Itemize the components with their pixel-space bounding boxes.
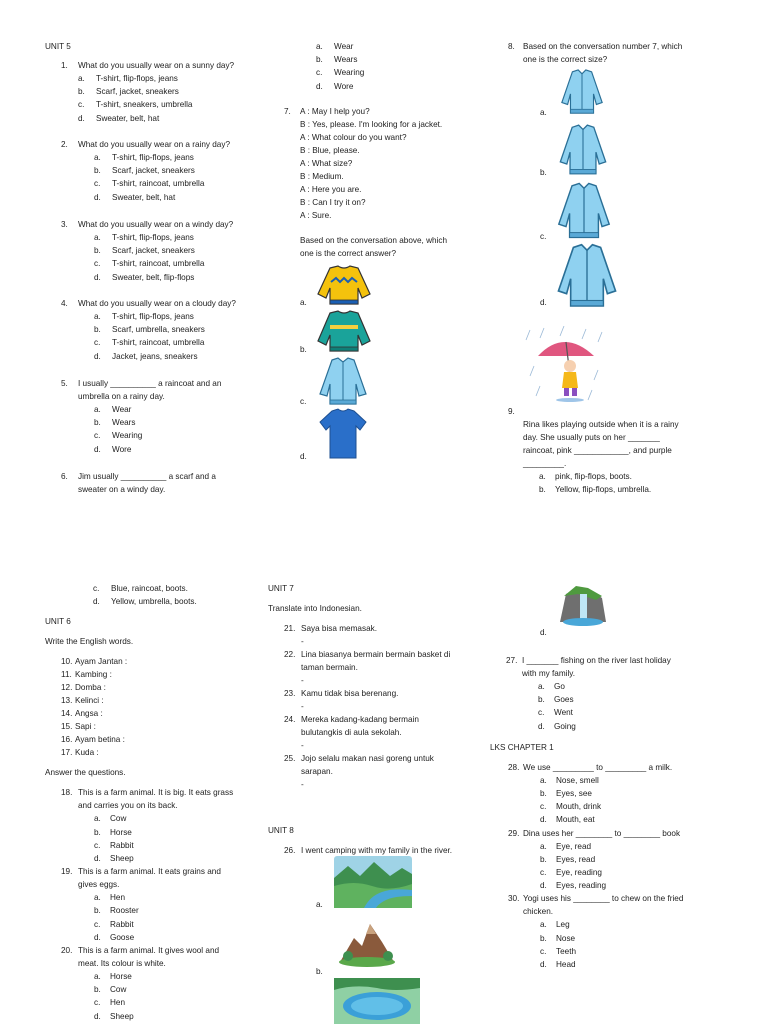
option[interactable]: d. Wore — [94, 444, 132, 454]
option[interactable]: a. Go — [538, 682, 565, 691]
option[interactable]: b. Rooster — [94, 906, 139, 916]
word-item[interactable]: 17. Kuda : — [61, 748, 99, 758]
unit-5-heading: UNIT 5 — [45, 42, 71, 51]
option[interactable]: a. Horse — [94, 972, 132, 982]
column-bottom-left — [45, 582, 270, 1023]
unit-7-heading: UNIT 7 — [268, 584, 294, 593]
question-text: Rina likes playing outside when it is a rainy — [523, 420, 679, 429]
question-26: 26. I went camping with my family in the river. — [284, 846, 453, 855]
question-4 — [61, 297, 271, 363]
word-item[interactable]: 12. Domba : — [61, 683, 106, 693]
dialog-line: A : Here you are. — [300, 185, 362, 194]
option-label: d. — [300, 452, 307, 461]
instruction: Translate into Indonesian. — [268, 604, 362, 613]
option-label: c. — [540, 232, 547, 241]
option-label: c. — [300, 397, 307, 406]
option[interactable]: a. Leg — [540, 920, 570, 930]
yellow-sweater-image[interactable] — [316, 264, 372, 306]
question-text: day. She usually puts on her _______ — [523, 433, 660, 442]
column-top-middle — [284, 40, 500, 258]
word-item[interactable]: 15. Sapi : — [61, 722, 96, 732]
option[interactable]: c. T-shirt, raincoat, umbrella — [94, 179, 205, 189]
option[interactable]: c. T-shirt, raincoat, umbrella — [94, 259, 205, 269]
question-number: 30. — [508, 894, 520, 904]
question-1 — [61, 59, 271, 125]
question-18 — [45, 786, 270, 865]
option[interactable]: c. Teeth — [540, 946, 577, 956]
option[interactable]: a. Wear — [316, 42, 354, 51]
dialog-line: A : What size? — [300, 159, 353, 168]
prompt: one is the correct answer? — [300, 249, 397, 258]
question-text-cont: umbrella on a rainy day. — [78, 392, 165, 401]
option[interactable]: c. Wearing — [94, 431, 143, 441]
answer-line[interactable]: - — [301, 637, 304, 646]
question-text-cont: with my family. — [522, 669, 576, 678]
answer-line[interactable]: - — [301, 741, 304, 750]
word-item[interactable]: 16. Ayam betina : — [61, 735, 125, 745]
option[interactable]: d. Goose — [94, 932, 135, 942]
option[interactable]: b. Horse — [94, 827, 132, 837]
option[interactable]: d. Sweater, belt, hat — [78, 113, 160, 123]
dialog-line: B : Medium. — [300, 172, 344, 181]
option[interactable]: a. T-shirt, flip-flops, jeans — [94, 233, 194, 242]
question-number: 29. — [508, 828, 520, 838]
answer-line[interactable]: - — [301, 702, 304, 711]
column-bottom-right — [490, 654, 740, 971]
question-number: 27. — [506, 656, 518, 665]
question-text: What do you usually wear on a cloudy day? — [78, 299, 236, 308]
dialog — [284, 105, 494, 260]
unit-6-heading: UNIT 6 — [45, 617, 71, 627]
lks-chapter-heading: LKS CHAPTER 1 — [490, 742, 554, 752]
column-bottom-middle — [268, 582, 483, 791]
option[interactable]: b. Wears — [94, 418, 136, 428]
prompt: Based on the conversation above, which — [300, 236, 448, 245]
option[interactable]: b. Eyes, read — [540, 854, 596, 864]
option[interactable]: b. Nose — [540, 933, 576, 943]
question-8 — [508, 40, 738, 66]
dialog-line: A : May I help you? — [300, 107, 370, 116]
option[interactable]: c. T-shirt, raincoat, umbrella — [94, 338, 205, 348]
river-valley-image[interactable] — [334, 856, 412, 908]
question-number: 20. — [61, 946, 73, 956]
q6-options — [300, 40, 500, 93]
instruction: Write the English words. — [45, 637, 134, 647]
option[interactable]: d. Sheep — [94, 1011, 134, 1021]
question-text: This is a farm animal. It gives wool and — [78, 946, 220, 956]
option[interactable]: c. Blue, raincoat, boots. — [93, 584, 188, 593]
option[interactable]: b. Yellow, flip-flops, umbrella. — [539, 485, 652, 495]
word-item[interactable]: 14. Angsa : — [61, 709, 103, 719]
option-label: a. — [540, 108, 547, 117]
question-text-cont: chicken. — [523, 907, 554, 917]
answer-line[interactable]: - — [301, 780, 304, 789]
option[interactable]: d. Yellow, umbrella, boots. — [93, 597, 197, 607]
question-text: _________. — [523, 459, 567, 468]
jacket-extra-large-image[interactable] — [552, 242, 622, 310]
option[interactable]: a. Wear — [94, 405, 132, 414]
option[interactable]: a. Cow — [94, 814, 127, 824]
question-text: Dina uses her ________ to ________ book — [523, 828, 681, 838]
option-label: d. — [540, 298, 547, 307]
translate-list — [268, 622, 483, 791]
question-number: 1. — [61, 61, 68, 70]
question-2 — [61, 138, 271, 204]
dialog-line: B : Yes, please. I'm looking for a jacket. — [300, 120, 443, 129]
question-text: Yogi uses his ________ to chew on the fried — [523, 894, 684, 904]
question-number: 7. — [284, 107, 291, 116]
option[interactable]: a. T-shirt, flip-flops, jeans — [94, 153, 194, 162]
option[interactable]: a. T-shirt, flip-flops, jeans — [78, 74, 178, 83]
question-27 — [490, 654, 740, 733]
question-text-cont: sweater on a windy day. — [78, 485, 166, 494]
question-number: 4. — [61, 299, 68, 308]
option[interactable]: b. Eyes, see — [540, 789, 592, 799]
translate-item-24: 24. Mereka kadang-kadang bermain bulutangkis di aula sekolah. - — [284, 713, 483, 752]
question-30 — [490, 892, 740, 971]
question-text: Jim usually __________ a scarf and a — [78, 472, 216, 481]
option[interactable]: c. T-shirt, sneakers, umbrella — [78, 100, 193, 110]
question-text: I _______ fishing on the river last holiday — [522, 656, 671, 665]
green-sweater-image[interactable] — [316, 309, 372, 353]
question-text: Based on the conversation number 7, which — [523, 42, 683, 51]
option[interactable]: c. Went — [538, 708, 573, 718]
question-text: raincoat, pink ____________, and purple — [523, 446, 672, 455]
mountain-image[interactable] — [336, 916, 398, 968]
dialog-line: A : What colour do you want? — [300, 133, 407, 142]
answer-line[interactable]: - — [301, 676, 304, 685]
translate-item-23: 23. Kamu tidak bisa berenang. - — [284, 687, 483, 713]
blue-tshirt-image[interactable] — [318, 408, 368, 460]
option[interactable]: d. Mouth, eat — [540, 815, 595, 825]
option[interactable]: d. Sweater, belt, hat — [94, 192, 176, 202]
question-9 — [508, 405, 738, 496]
question-text: What do you usually wear on a rainy day? — [78, 140, 231, 149]
option[interactable]: d. Jacket, jeans, sneakers — [94, 351, 198, 361]
translate-item-22: 22. Lina biasanya bermain bermain basket di taman bermain. - — [284, 648, 483, 687]
question-number: 28. — [508, 762, 520, 772]
option[interactable]: d. Going — [538, 721, 576, 731]
option-label: b. — [540, 168, 547, 177]
option-label: a. — [316, 900, 323, 909]
question-5 — [61, 377, 271, 456]
question-number: 2. — [61, 140, 68, 149]
question-text: This is a farm animal. It eats grains and — [78, 867, 221, 877]
option[interactable]: d. Head — [540, 960, 576, 970]
jacket-large-image[interactable] — [554, 180, 614, 242]
question-6 — [61, 470, 271, 496]
question-number: 3. — [61, 220, 68, 229]
question-number: 8. — [508, 42, 515, 51]
option-label: d. — [540, 628, 547, 637]
option[interactable]: a. Hen — [94, 893, 126, 903]
jacket-medium-image[interactable] — [556, 122, 610, 178]
option-label: b. — [316, 967, 323, 976]
option[interactable]: b. Scarf, jacket, sneakers — [78, 87, 179, 97]
question-7 — [284, 105, 494, 260]
option[interactable]: b. Goes — [538, 695, 574, 705]
translate-item-21: 21. Saya bisa memasak. - — [284, 622, 483, 648]
dialog-line: B : Blue, please. — [300, 146, 360, 155]
option[interactable]: b. Scarf, umbrella, sneakers — [94, 325, 205, 335]
question-number: 5. — [61, 379, 68, 388]
question-20 — [45, 944, 270, 1023]
option[interactable]: c. Rabbit — [94, 840, 134, 850]
lake-image[interactable] — [334, 978, 420, 1024]
option[interactable]: d. Wore — [316, 81, 354, 91]
option-label: a. — [300, 298, 307, 307]
unit-8-heading: UNIT 8 — [268, 826, 294, 835]
question-text: What do you usually wear on a windy day? — [78, 220, 234, 229]
question-28 — [490, 761, 740, 827]
option[interactable]: d. Sweater, belt, flip-flops — [94, 272, 195, 282]
option[interactable]: c. Hen — [94, 998, 126, 1008]
girl-with-umbrella-image — [524, 326, 608, 404]
question-text: This is a farm animal. It is big. It eats grass — [78, 788, 234, 798]
question-number: 18. — [61, 788, 73, 798]
option[interactable]: a. Nose, smell — [540, 775, 599, 785]
word-item[interactable]: 11. Kambing : — [61, 670, 112, 680]
jacket-small-image[interactable] — [558, 68, 606, 116]
question-number: 9. — [508, 407, 515, 416]
option[interactable]: d. Eyes, reading — [540, 881, 607, 891]
option[interactable]: c. Rabbit — [94, 919, 134, 929]
word-list — [45, 655, 270, 759]
question-19 — [45, 865, 270, 944]
question-text-cont: meat. Its colour is white. — [78, 959, 166, 969]
option[interactable]: a. Eye, read — [540, 841, 592, 851]
option[interactable]: b. Wears — [316, 55, 358, 65]
instruction: Answer the questions. — [45, 768, 126, 778]
question-text-cont: one is the correct size? — [523, 55, 608, 64]
dialog-line: A : Sure. — [300, 211, 332, 220]
option[interactable]: c. Eye, reading — [540, 868, 602, 878]
column-top-left — [45, 40, 270, 494]
option[interactable]: b. Scarf, jacket, sneakers — [94, 166, 195, 176]
option-label: b. — [300, 345, 307, 354]
question-3 — [61, 218, 271, 284]
translate-item-25: 25. Jojo selalu makan nasi goreng untuk sarapan. - — [284, 752, 483, 791]
question-text-cont: and carries you on its back. — [78, 801, 178, 811]
word-item[interactable]: 10. Ayam Jantan : — [61, 657, 128, 667]
question-number: 19. — [61, 867, 73, 877]
option[interactable]: c. Mouth, drink — [540, 802, 602, 812]
question-29 — [490, 827, 740, 893]
dialog-line: B : Can I try it on? — [300, 198, 366, 207]
question-text: I usually __________ a raincoat and an — [78, 379, 222, 388]
option[interactable]: d. Sheep — [94, 854, 134, 864]
question-text-cont: gives eggs. — [78, 880, 120, 890]
waterfall-image[interactable] — [556, 584, 610, 626]
question-number: 6. — [61, 472, 68, 481]
option[interactable]: c. Wearing — [316, 68, 365, 78]
question-text: We use _________ to _________ a milk. — [523, 762, 673, 772]
option[interactable]: b. Cow — [94, 985, 127, 995]
blue-jacket-image[interactable] — [318, 356, 368, 406]
word-item[interactable]: 13. Kelinci : — [61, 696, 104, 706]
option[interactable]: a. pink, flip-flops, boots. — [539, 472, 632, 481]
question-text: What do you usually wear on a sunny day? — [78, 61, 235, 70]
option[interactable]: b. Scarf, jacket, sneakers — [94, 246, 195, 256]
column-top-right — [508, 40, 738, 66]
option[interactable]: a. T-shirt, flip-flops, jeans — [94, 312, 194, 321]
